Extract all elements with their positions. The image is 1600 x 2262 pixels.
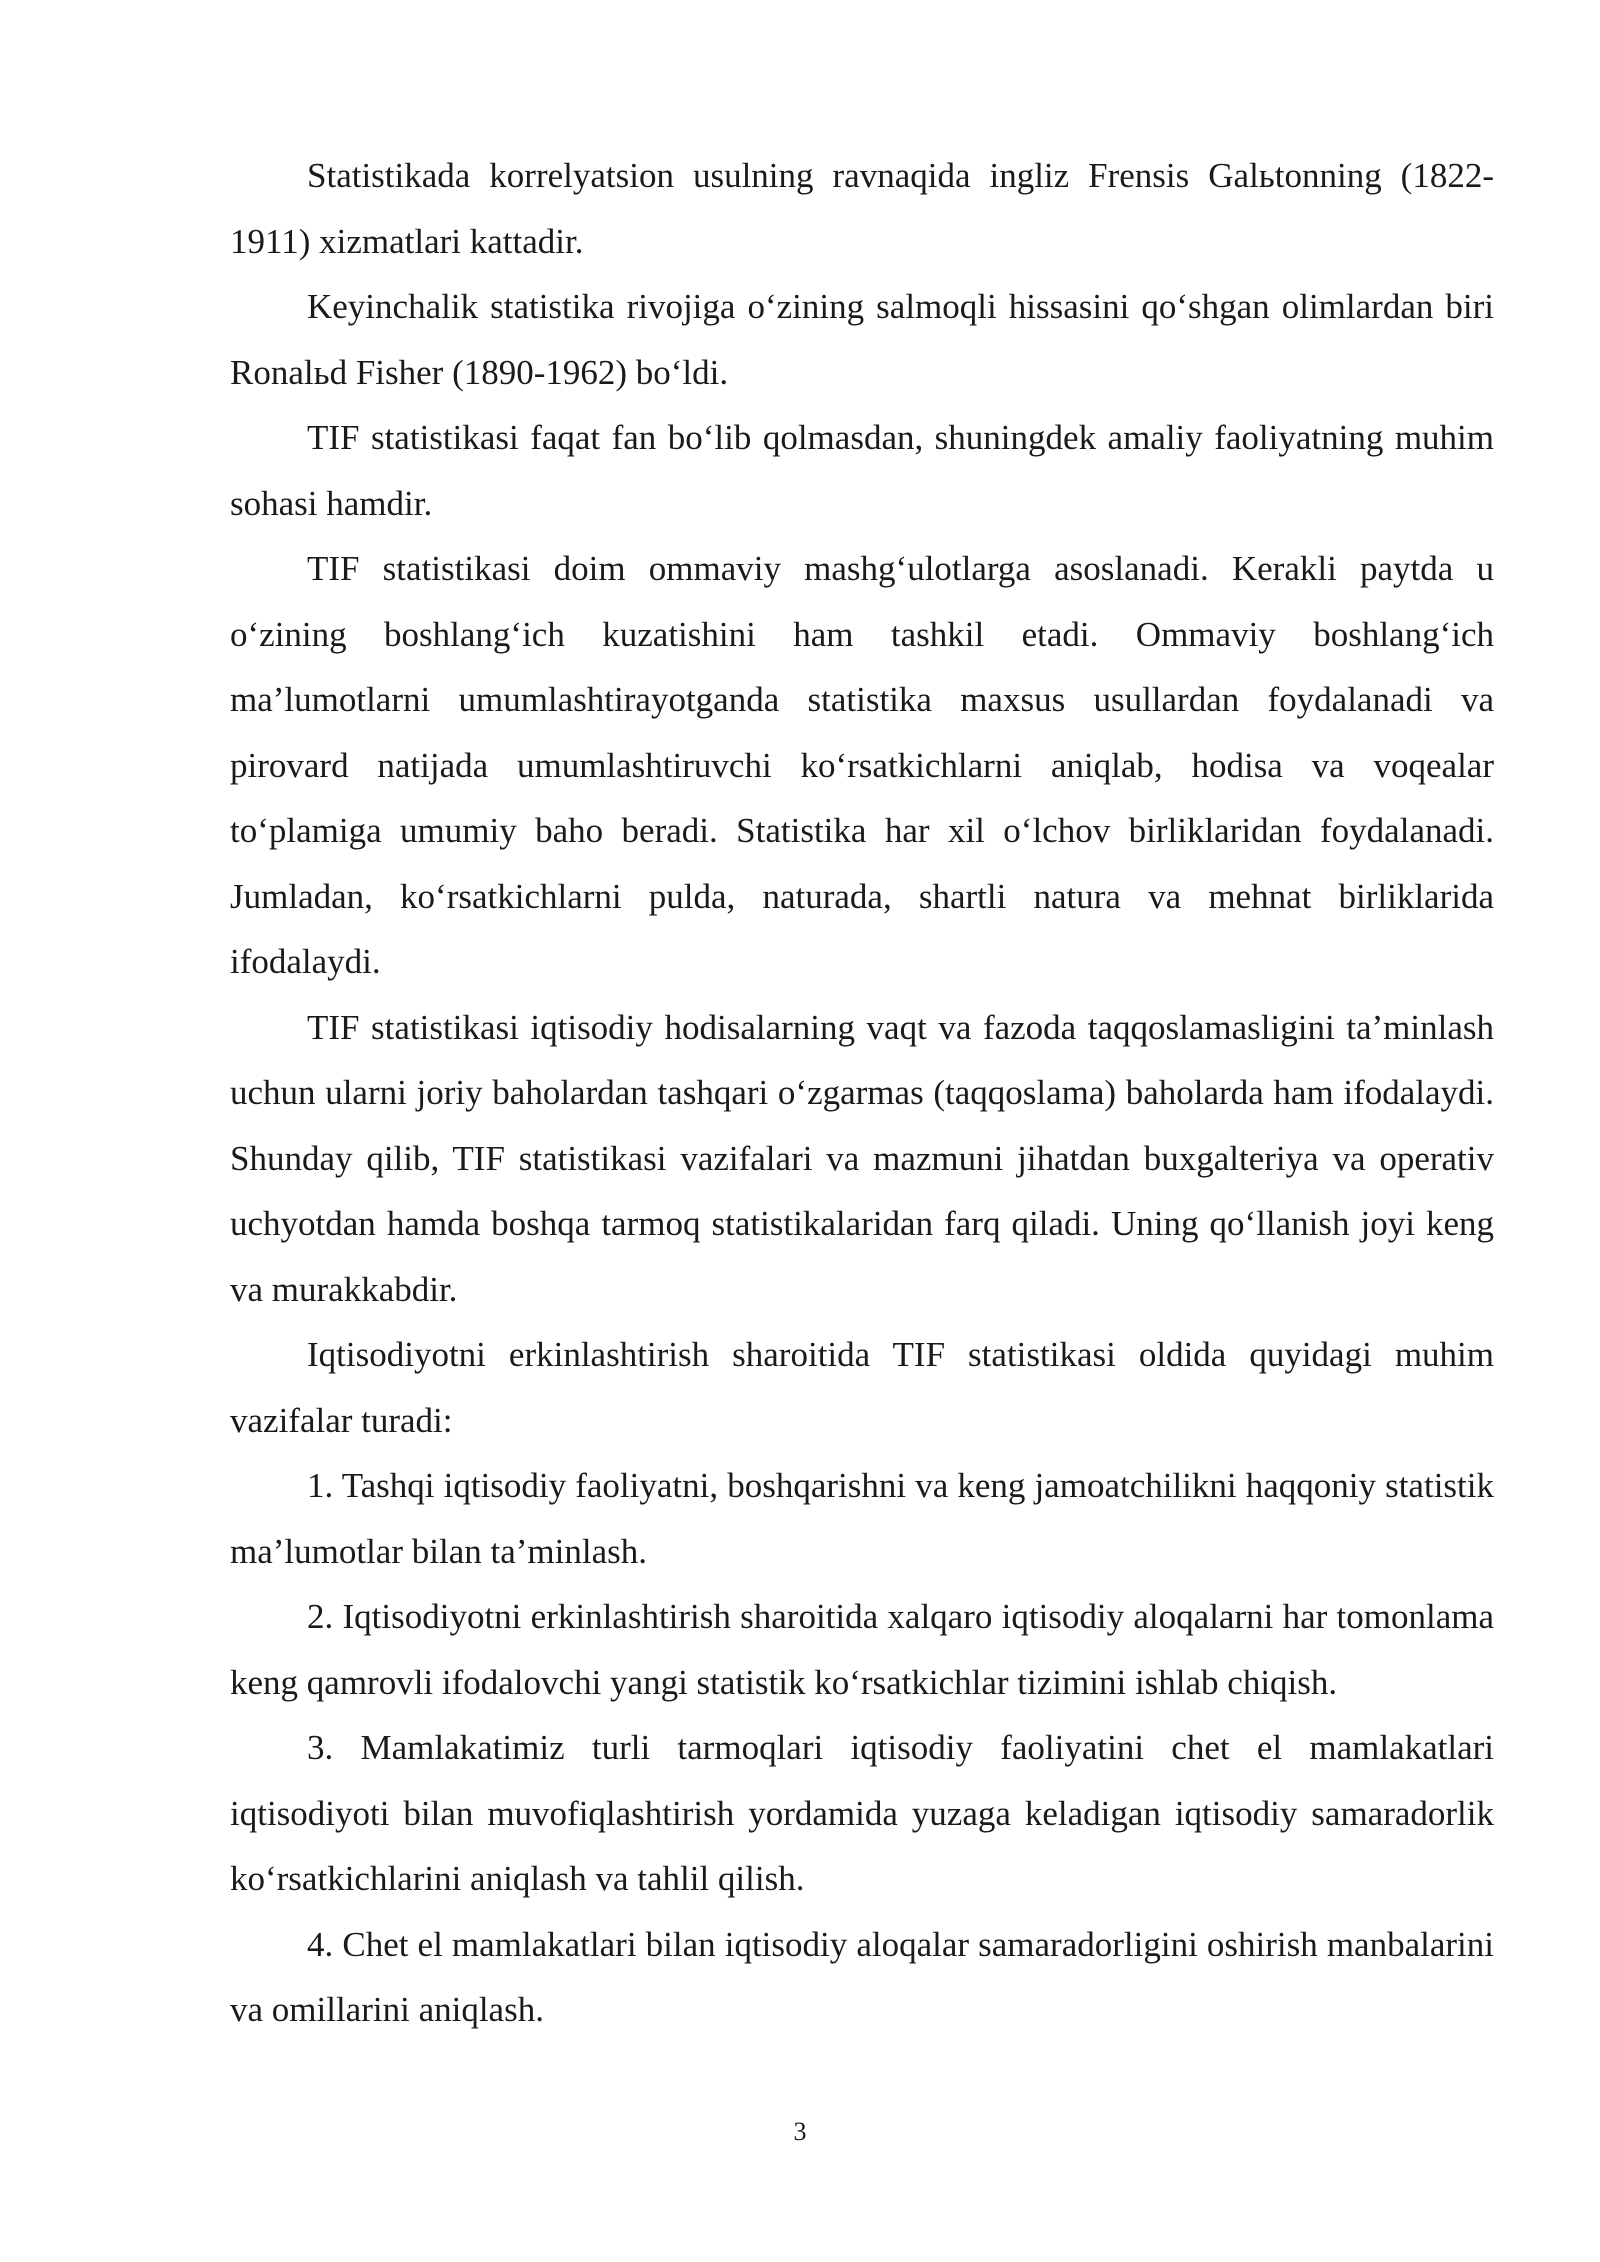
list-item-task-2: 2. Iqtisodiyotni erkinlashtirish sharoitida xalqaro iqtisodiy aloqalarni har tomonlama keng qamrovli ifodalovchi yangi statistik ko‘rsatkichlar tizimini ishlab chiqish. <box>230 1597 1494 1702</box>
document-body <box>230 143 1494 2043</box>
paragraph-comparability: TIF statistikasi iqtisodiy hodisalarning vaqt va fazoda taqqoslamasligini ta’minlash uchun ularni joriy baholardan tashqari o‘zgarmas (taqqoslama) baholarda ham ifodalaydi. Shunday qilib, TIF statistikasi vazifalari va mazmuni jihatdan buxgalteriya va operativ uchyotdan hamda boshqa tarmoq statistikalaridan farq qiladi. Uning qo‘llanish joyi keng va murakkabdir. <box>230 1007 1494 1309</box>
list-item-task-3: 3. Mamlakatimiz turli tarmoqlari iqtisodiy faoliyatini chet el mamlakatlari iqtisodiyoti bilan muvofiqlashtirish yordamida yuzaga keladigan iqtisodiy samaradorlik ko‘rsatkichlarini aniqlash va tahlil qilish. <box>230 1728 1494 1898</box>
list-item-task-1: 1. Tashqi iqtisodiy faoliyatni, boshqarishni va keng jamoatchilikni haqqoniy statistik ma’lumotlar bilan ta’minlash. <box>230 1466 1494 1571</box>
paragraph-fisher: Keyinchalik statistika rivojiga o‘zining salmoqli hissasini qo‘shgan olimlardan biri Ronalьd Fisher (1890-1962) bo‘ldi. <box>230 287 1494 392</box>
paragraph-tasks-intro: Iqtisodiyotni erkinlashtirish sharoitida TIF statistikasi oldida quyidagi muhim vazifalar turadi: <box>230 1335 1494 1440</box>
paragraph-galton: Statistikada korrelyatsion usulning ravnaqida ingliz Frensis Galьtonning (1822-1911) xizmatlari kattadir. <box>230 156 1494 261</box>
paragraph-mass-observation: TIF statistikasi doim ommaviy mashg‘ulotlarga asoslanadi. Kerakli paytda u o‘zining boshlang‘ich kuzatishini ham tashkil etadi. Ommaviy boshlang‘ich ma’lumotlarni umumlashtirayotganda statistika maxsus usullardan foydalanadi va pirovard natijada umumlashtiruvchi ko‘rsatkichlarni aniqlab, hodisa va voqealar to‘plamiga umumiy baho beradi. Statistika har xil o‘lchov birliklaridan foydalanadi. Jumladan, ko‘rsatkichlarni pulda, naturada, shartli natura va mehnat birliklarida ifodalaydi. <box>230 549 1494 981</box>
page-number: 3 <box>793 2117 807 2146</box>
list-item-task-4: 4. Chet el mamlakatlari bilan iqtisodiy aloqalar samaradorligini oshirish manbalarini va omillarini aniqlash. <box>230 1924 1494 2029</box>
paragraph-tif-science: TIF statistikasi faqat fan bo‘lib qolmasdan, shuningdek amaliy faoliyatning muhim sohasi hamdir. <box>230 418 1494 523</box>
